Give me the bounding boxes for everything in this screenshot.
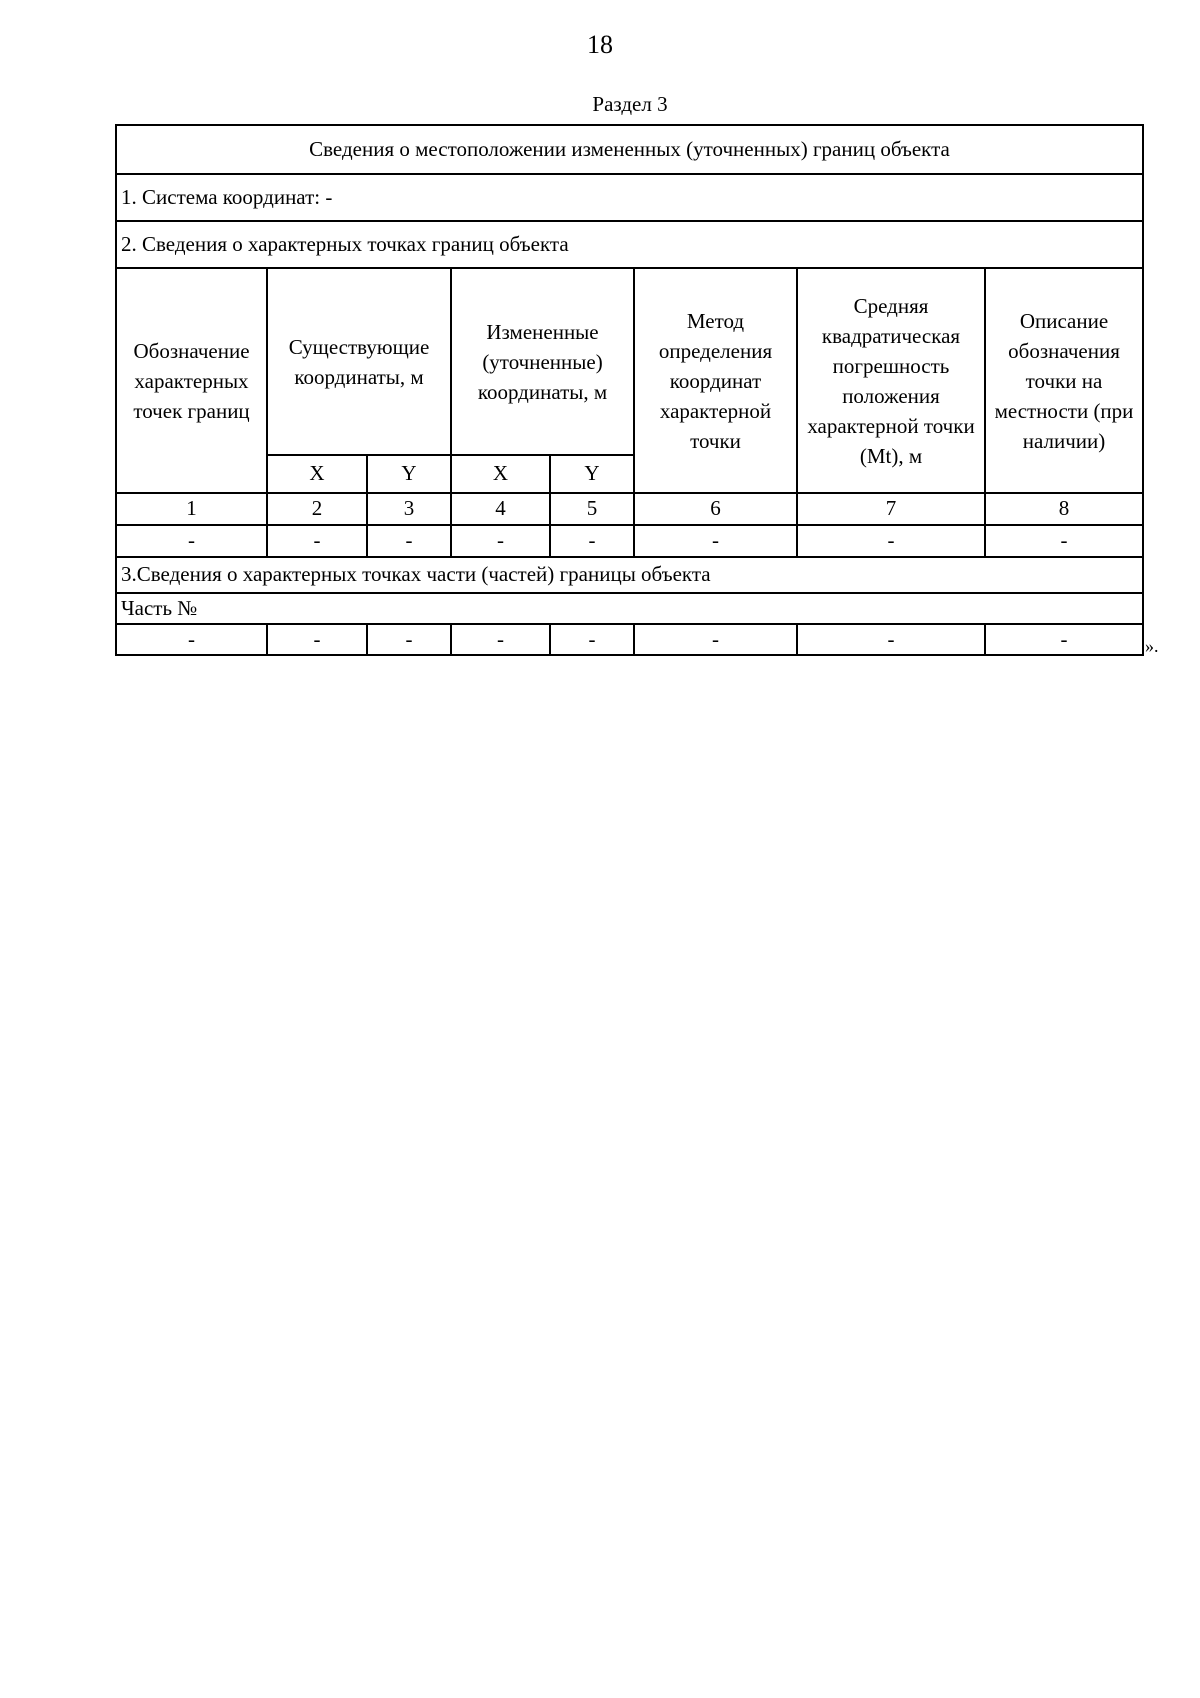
table-cell: - [634,624,797,655]
header-existing-coords: Существующие координаты, м [267,268,451,455]
table-cell: - [797,624,985,655]
points-title-text: 2. Сведения о характерных точках границ объекта [116,221,1143,268]
table-cell: - [797,525,985,557]
header-mean-error: Средняя квадратическая погрешность положения характерной точки (Mt), м [797,268,985,493]
column-number: 1 [116,493,267,525]
table-cell: - [550,624,634,655]
coord-system-text: 1. Система координат: - [116,174,1143,221]
table-cell: - [267,525,367,557]
section-label: Раздел 3 [592,92,668,116]
header-description: Описание обозначения точки на местности (при наличии) [985,268,1143,493]
table-row [116,624,1143,655]
column-numbers-row [116,493,1143,525]
table-row [116,525,1143,557]
parts-title-text: 3.Сведения о характерных точках части (частей) границы объекта [116,557,1143,593]
header-changed-x: X [451,455,550,493]
table-cell: - [267,624,367,655]
table-cell: - [451,525,550,557]
header-row [116,268,1143,455]
points-title-row [116,221,1143,268]
parts-title-row [116,557,1143,593]
header-method: Метод определения координат характерной точки [634,268,797,493]
header-changed-coords: Измененные (уточненные) координаты, м [451,268,634,455]
table-cell: - [367,624,451,655]
table-cell: - [451,624,550,655]
column-number: 4 [451,493,550,525]
column-number: 3 [367,493,451,525]
table-cell: - [116,624,267,655]
header-changed-y: Y [550,455,634,493]
column-number: 7 [797,493,985,525]
coord-system-row [116,174,1143,221]
header-existing-x: X [267,455,367,493]
table-cell: - [550,525,634,557]
column-number: 6 [634,493,797,525]
column-number: 2 [267,493,367,525]
header-existing-y: Y [367,455,451,493]
table-title: Сведения о местоположении измененных (уточненных) границ объекта [116,125,1143,174]
table-cell: - [985,525,1143,557]
table-cell: - [116,525,267,557]
table-cell: - [985,624,1143,655]
header-point-designation: Обозначение характерных точек границ [116,268,267,493]
table-cell: - [367,525,451,557]
closing-quote-mark: ». [1145,636,1159,656]
column-number: 8 [985,493,1143,525]
part-label-text: Часть № [116,593,1143,624]
column-number: 5 [550,493,634,525]
table-title-row [116,125,1143,174]
part-label-row [116,593,1143,624]
boundary-info-table [115,124,1144,656]
table-cell: - [634,525,797,557]
page-number: 18 [587,30,613,59]
